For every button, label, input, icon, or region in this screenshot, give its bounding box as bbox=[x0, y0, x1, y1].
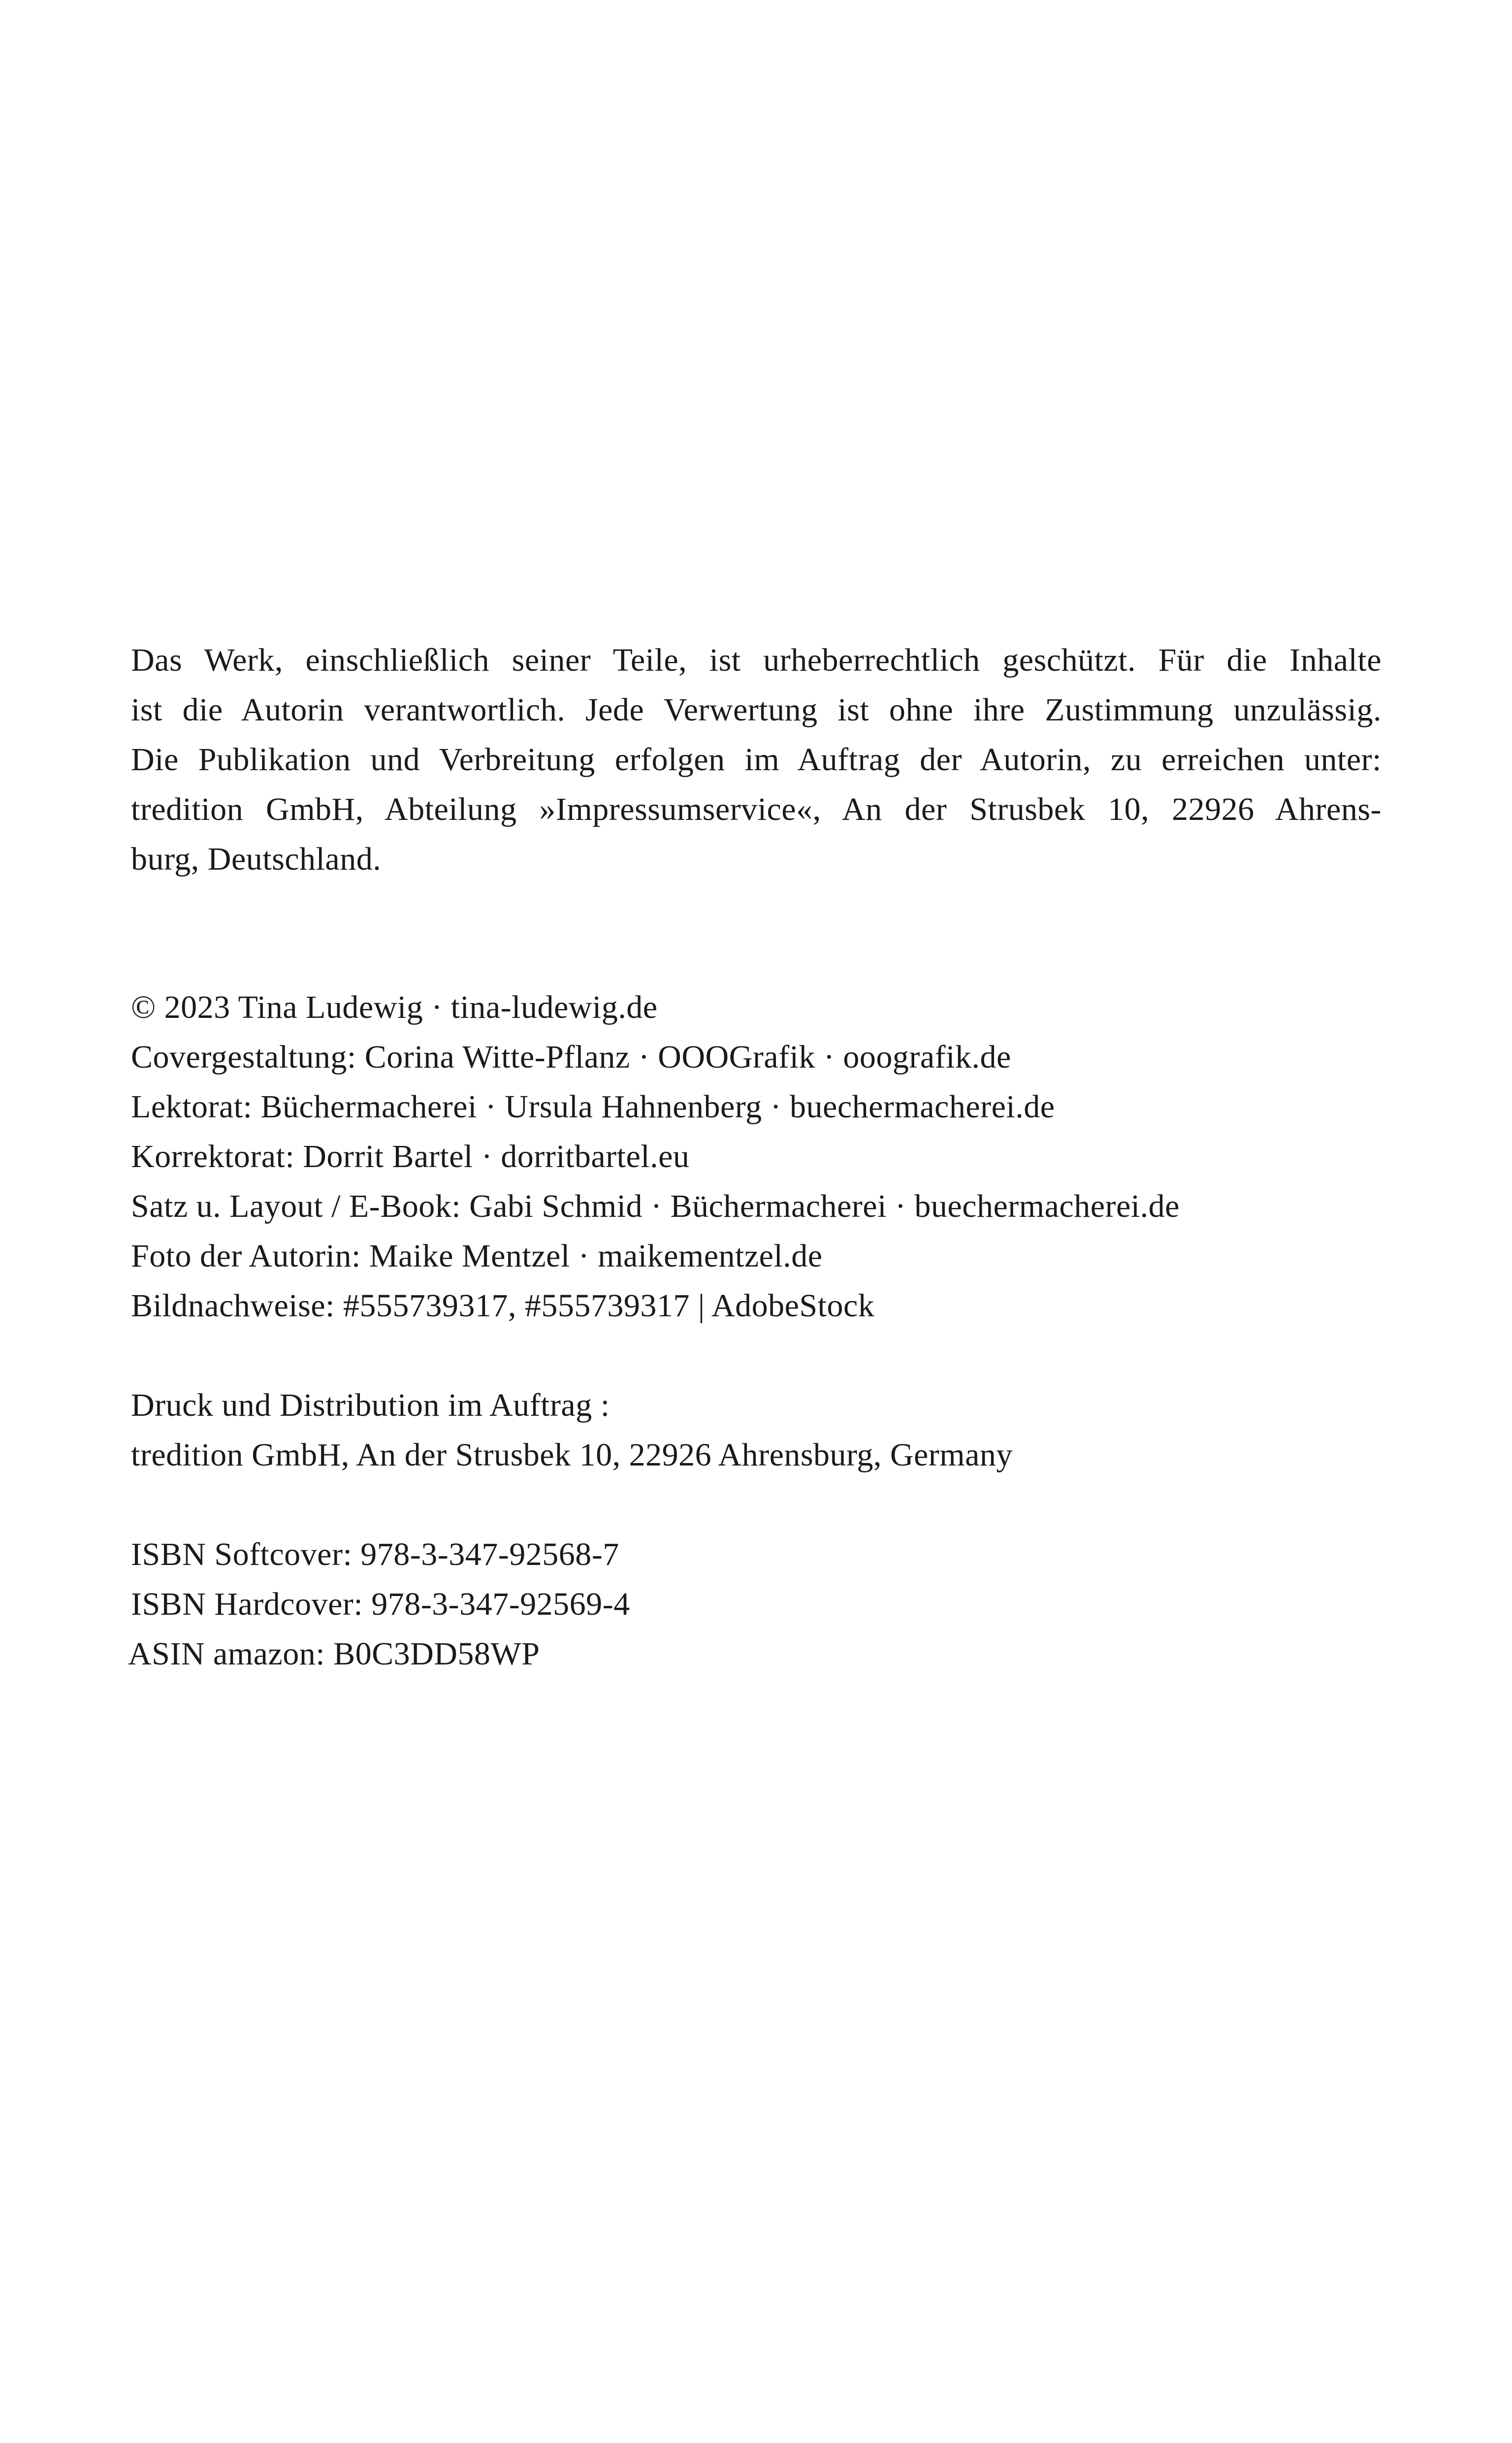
copyright-notice bbox=[131, 635, 1382, 884]
cover-credit: Covergestaltung: Corina Witte-Pflanz · OOOGrafik · ooografik.de bbox=[131, 1039, 1011, 1075]
imprint-page bbox=[128, 635, 1382, 1679]
notice-line: Die Publikation und Verbreitung erfolgen im Auftrag der Autorin, zu erreichen unter: bbox=[131, 742, 1382, 778]
isbn-block bbox=[128, 1530, 1382, 1679]
print-distribution-block bbox=[131, 1380, 1382, 1480]
copyright-line: © 2023 Tina Ludewig · tina-ludewig.de bbox=[131, 989, 658, 1025]
credits-block bbox=[131, 982, 1382, 1331]
notice-line: Das Werk, einschließlich seiner Teile, ist urheberrechtlich geschützt. Für die Inhalte bbox=[131, 642, 1382, 678]
lektorat-credit: Lektorat: Büchermacherei · Ursula Hahnenberg · buechermacherei.de bbox=[131, 1089, 1055, 1125]
isbn-hardcover: ISBN Hardcover: 978-3-347-92569-4 bbox=[131, 1586, 630, 1622]
photo-credit: Foto der Autorin: Maike Mentzel · maikementzel.de bbox=[131, 1238, 823, 1274]
notice-line: tredition GmbH, Abteilung »Impressumservice«, An der Strusbek 10, 22926 Ahrens- bbox=[131, 791, 1382, 827]
notice-line: ist die Autorin verantwortlich. Jede Verwertung ist ohne ihre Zustimmung unzulässig. bbox=[131, 692, 1382, 728]
print-distribution-label: Druck und Distribution im Auftrag : bbox=[131, 1387, 610, 1423]
notice-line: burg, Deutschland. bbox=[131, 841, 382, 877]
isbn-softcover: ISBN Softcover: 978-3-347-92568-7 bbox=[131, 1536, 619, 1572]
image-credits: Bildnachweise: #555739317, #555739317 | AdobeStock bbox=[131, 1288, 875, 1324]
layout-credit: Satz u. Layout / E-Book: Gabi Schmid · Büchermacherei · buechermacherei.de bbox=[131, 1188, 1180, 1224]
korrektorat-credit: Korrektorat: Dorrit Bartel · dorritbartel.eu bbox=[131, 1139, 690, 1174]
print-distribution-address: tredition GmbH, An der Strusbek 10, 22926 Ahrensburg, Germany bbox=[131, 1437, 1013, 1473]
asin-amazon: ASIN amazon: B0C3DD58WP bbox=[128, 1636, 540, 1672]
